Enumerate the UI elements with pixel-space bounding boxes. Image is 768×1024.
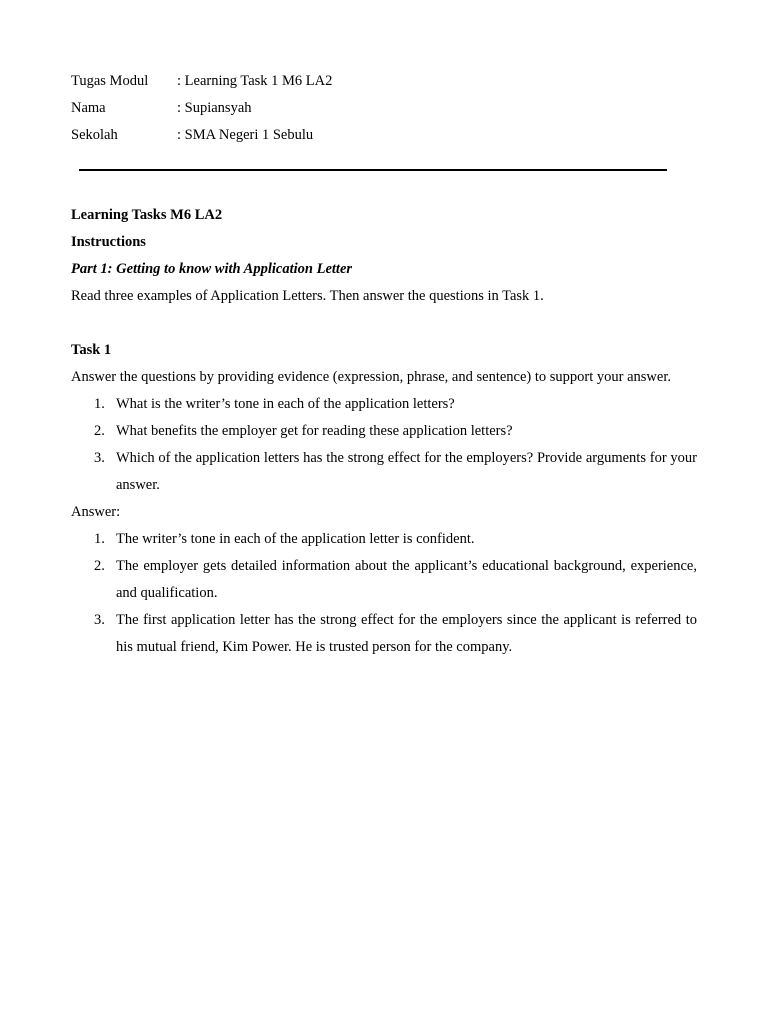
question-text: Which of the application letters has the strong effect for the employers? Provide arguments for your answer. [116,450,697,493]
answer-label: Answer: [71,504,121,520]
list-number: 2. [94,558,105,574]
question-text: What is the writer’s tone in each of the application letters? [116,396,455,412]
identity-header [71,68,332,149]
answer-text: The employer gets detailed information about the applicant’s educational background, experience, and qualification. [116,558,697,601]
list-item [71,607,697,661]
answer-list [71,526,697,661]
header-divider [79,169,667,171]
intro-paragraph: Read three examples of Application Letters. Then answer the questions in Task 1. [71,288,544,304]
list-number: 1. [94,396,105,412]
list-item [71,445,697,499]
header-value: : SMA Negeri 1 Sebulu [177,127,314,143]
list-item [71,391,697,418]
answer-text: The first application letter has the strong effect for the employers since the applicant is referred to his mutual friend, Kim Power. He is trusted person for the company. [116,612,697,655]
list-number: 3. [94,450,105,466]
list-item [71,553,697,607]
header-row-school [71,122,332,149]
document-title: Learning Tasks M6 LA2 [71,207,223,223]
question-text: What benefits the employer get for reading these application letters? [116,423,513,439]
header-row-module [71,68,332,95]
instructions-heading: Instructions [71,234,146,250]
question-list [71,391,697,499]
header-value: : Learning Task 1 M6 LA2 [177,73,333,89]
header-label: Sekolah [71,127,118,143]
header-label: Tugas Modul [71,73,149,89]
list-item [71,526,697,553]
answer-text: The writer’s tone in each of the application letter is confident. [116,531,475,547]
header-label: Nama [71,100,106,116]
header-value: : Supiansyah [177,100,252,116]
spacer [71,310,697,337]
header-row-name [71,95,332,122]
task-instruction: Answer the questions by providing evidence (expression, phrase, and sentence) to support your answer. [71,369,671,385]
part-heading: Part 1: Getting to know with Application Letter [71,261,353,277]
list-number: 1. [94,531,105,547]
list-item [71,418,697,445]
task-heading: Task 1 [71,342,112,358]
list-number: 2. [94,423,105,439]
list-number: 3. [94,612,105,628]
document-body [71,202,697,661]
